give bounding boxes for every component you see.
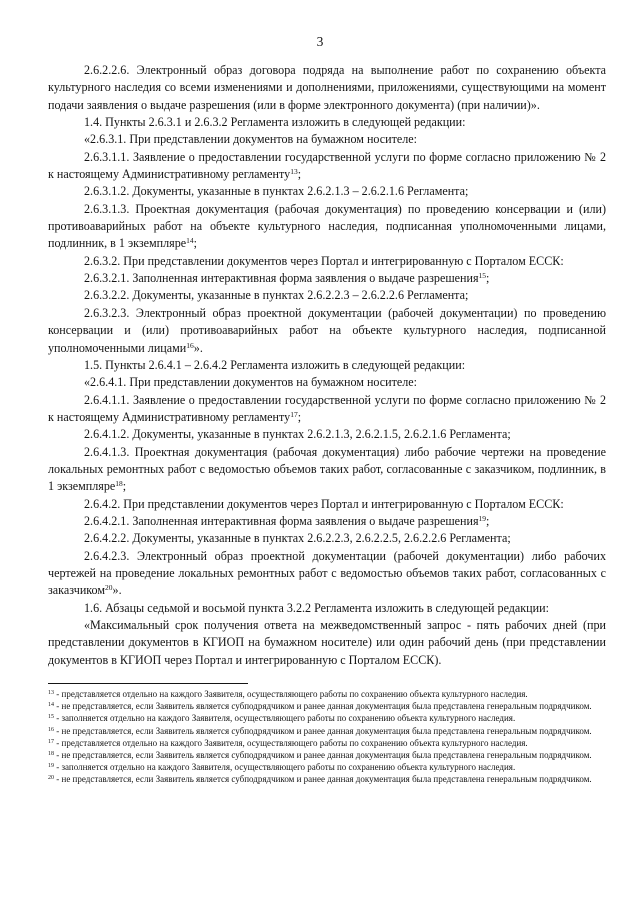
footnote-number: 14 xyxy=(48,702,54,709)
footnote-number: 13 xyxy=(48,690,54,696)
paragraph: 1.4. Пункты 2.6.3.1 и 2.6.3.2 Регламента изложить в следующей редакции: xyxy=(84,115,466,130)
page-number: 3 xyxy=(316,34,324,49)
paragraph: 2.6.4.1.1. Заявление о предоставлении государственной услуги по форме согласно приложению № 2 к настоящему Административному регламенту$^{17}$; xyxy=(48,392,606,424)
paragraph: 2.6.3.2.1. Заполненная интерактивная форма заявления о выдаче разрешения$^{15}$; xyxy=(84,271,490,286)
document-body xyxy=(48,62,606,669)
paragraph: 2.6.3.1.3. Проектная документация (рабочая документация) по проведению консервации и (или) противоаварийных работ на объекте культурного наследия, подписанная уполномоченными лицами, подлинник, в 1 экземпляре$^{14}$; xyxy=(48,201,606,251)
footnote-ref: 16 xyxy=(186,340,194,350)
paragraph: 1.6. Абзацы седьмой и восьмой пункта 3.2.2 Регламента изложить в следующей редакции: xyxy=(84,600,549,615)
footnote: $^{15}$ - заполняется отдельно на каждого Заявителя, осуществляющего работы по сохранению объекта культурного наследия. xyxy=(48,713,516,724)
footnote-ref: 17 xyxy=(290,409,298,419)
paragraph: «2.6.4.1. При представлении документов на бумажном носителе: xyxy=(84,375,418,390)
footnote: $^{16}$ - не представляется, если Заявитель является субподрядчиком и ранее данная документация была представлена генеральным подрядчиком. xyxy=(48,725,592,736)
paragraph: 2.6.3.1.1. Заявление о предоставлении государственной услуги по форме согласно приложению № 2 к настоящему Административному регламенту$^{13}$; xyxy=(48,149,606,182)
footnote: $^{17}$ - представляется отдельно на каждого Заявителя, осуществляющего работы по сохранению объекта культурного наследия. xyxy=(48,737,528,748)
footnote-ref: 14 xyxy=(186,236,194,246)
paragraph: 1.5. Пункты 2.6.4.1 – 2.6.4.2 Регламента изложить в следующей редакции: xyxy=(84,357,466,372)
paragraph: 2.6.4.1.3. Проектная документация (рабочая документация) либо рабочие чертежи на проведение локальных ремонтных работ с ведомостью объемов таких работ, согласованные с заказчиком, подлинник, в 1 экземпляре$^{18}$; xyxy=(48,444,606,494)
footnote-ref: 18 xyxy=(115,479,123,489)
footnote-number: 17 xyxy=(48,738,54,745)
footnote: $^{13}$ - представляется отдельно на каждого Заявителя, осуществляющего работы по сохранению объекта культурного наследия. xyxy=(48,689,528,699)
footnote: $^{20}$ - не представляется, если Заявитель является субподрядчиком и ранее данная документация была представлена генеральным подрядчиком. xyxy=(48,774,592,785)
footnote-ref: 20 xyxy=(105,583,113,593)
paragraph: 2.6.3.1.2. Документы, указанные в пунктах 2.6.2.1.3 – 2.6.2.1.6 Регламента; xyxy=(84,184,469,199)
paragraph: 2.6.4.1.2. Документы, указанные в пунктах 2.6.2.1.3, 2.6.2.1.5, 2.6.2.1.6 Регламента; xyxy=(84,427,511,442)
footnote-number: 16 xyxy=(48,726,54,733)
footnote-ref: 15 xyxy=(478,271,487,281)
paragraph: 2.6.3.2.2. Документы, указанные в пунктах 2.6.2.2.3 – 2.6.2.2.6 Регламента; xyxy=(84,288,469,303)
footnote-ref: 13 xyxy=(290,167,298,177)
footnote-number: 20 xyxy=(48,775,54,782)
footnote: $^{18}$ - не представляется, если Заявитель является субподрядчиком и ранее данная документация была представлена генеральным подрядчиком. xyxy=(48,750,592,761)
paragraph: «Максимальный срок получения ответа на межведомственный запрос - пять рабочих дней (при представлении документов в КГИОП на бумажном носителе) или один рабочий день (при представлении документов в КГИОП через Портал и интегрированную с Порталом ЕССК). xyxy=(48,618,606,667)
footnote-number: 19 xyxy=(48,763,54,770)
paragraph: 2.6.4.2.1. Заполненная интерактивная форма заявления о выдаче разрешения$^{19}$; xyxy=(84,513,490,528)
paragraph: 2.6.3.2. При представлении документов через Портал и интегрированную с Порталом ЕССК: xyxy=(84,253,564,268)
footnote: $^{19}$ - заполняется отдельно на каждого Заявителя, осуществляющего работы по сохранению объекта культурного наследия. xyxy=(48,762,516,773)
footnote-number: 15 xyxy=(48,714,54,721)
paragraph: 2.6.3.2.3. Электронный образ проектной документации (рабочей документации) по проведению консервации и (или) противоаварийных работ на объекте культурного наследия, подписанной уполномоченными лицами$^{16}$». xyxy=(48,305,606,355)
paragraph: 2.6.2.2.6. Электронный образ договора подряда на выполнение работ по сохранению объекта культурного наследия со всеми изменениями и дополнениями, приложениями, существующими на момент подачи заявления о выдаче разрешения (или в форме электронного документа) (при наличии)». xyxy=(48,63,606,112)
footnotes xyxy=(48,688,606,786)
footnote: $^{14}$ - не представляется, если Заявитель является субподрядчиком и ранее данная документация была представлена генеральным подрядчиком. xyxy=(48,701,592,712)
paragraph: 2.6.4.2.3. Электронный образ проектной документации (рабочей документации) либо рабочих чертежей на проведение локальных ремонтных работ с ведомостью объемов таких работ, согласованных с заказчиком$^{20}$». xyxy=(48,548,606,598)
footnote-ref: 19 xyxy=(478,513,487,523)
paragraph: 2.6.4.2.2. Документы, указанные в пунктах 2.6.2.2.3, 2.6.2.2.5, 2.6.2.2.6 Регламента; xyxy=(84,531,511,546)
footnote-number: 18 xyxy=(48,751,54,758)
paragraph: 2.6.4.2. При представлении документов через Портал и интегрированную с Порталом ЕССК: xyxy=(84,496,564,511)
footnote-divider xyxy=(48,683,248,684)
paragraph: «2.6.3.1. При представлении документов на бумажном носителе: xyxy=(84,132,418,147)
